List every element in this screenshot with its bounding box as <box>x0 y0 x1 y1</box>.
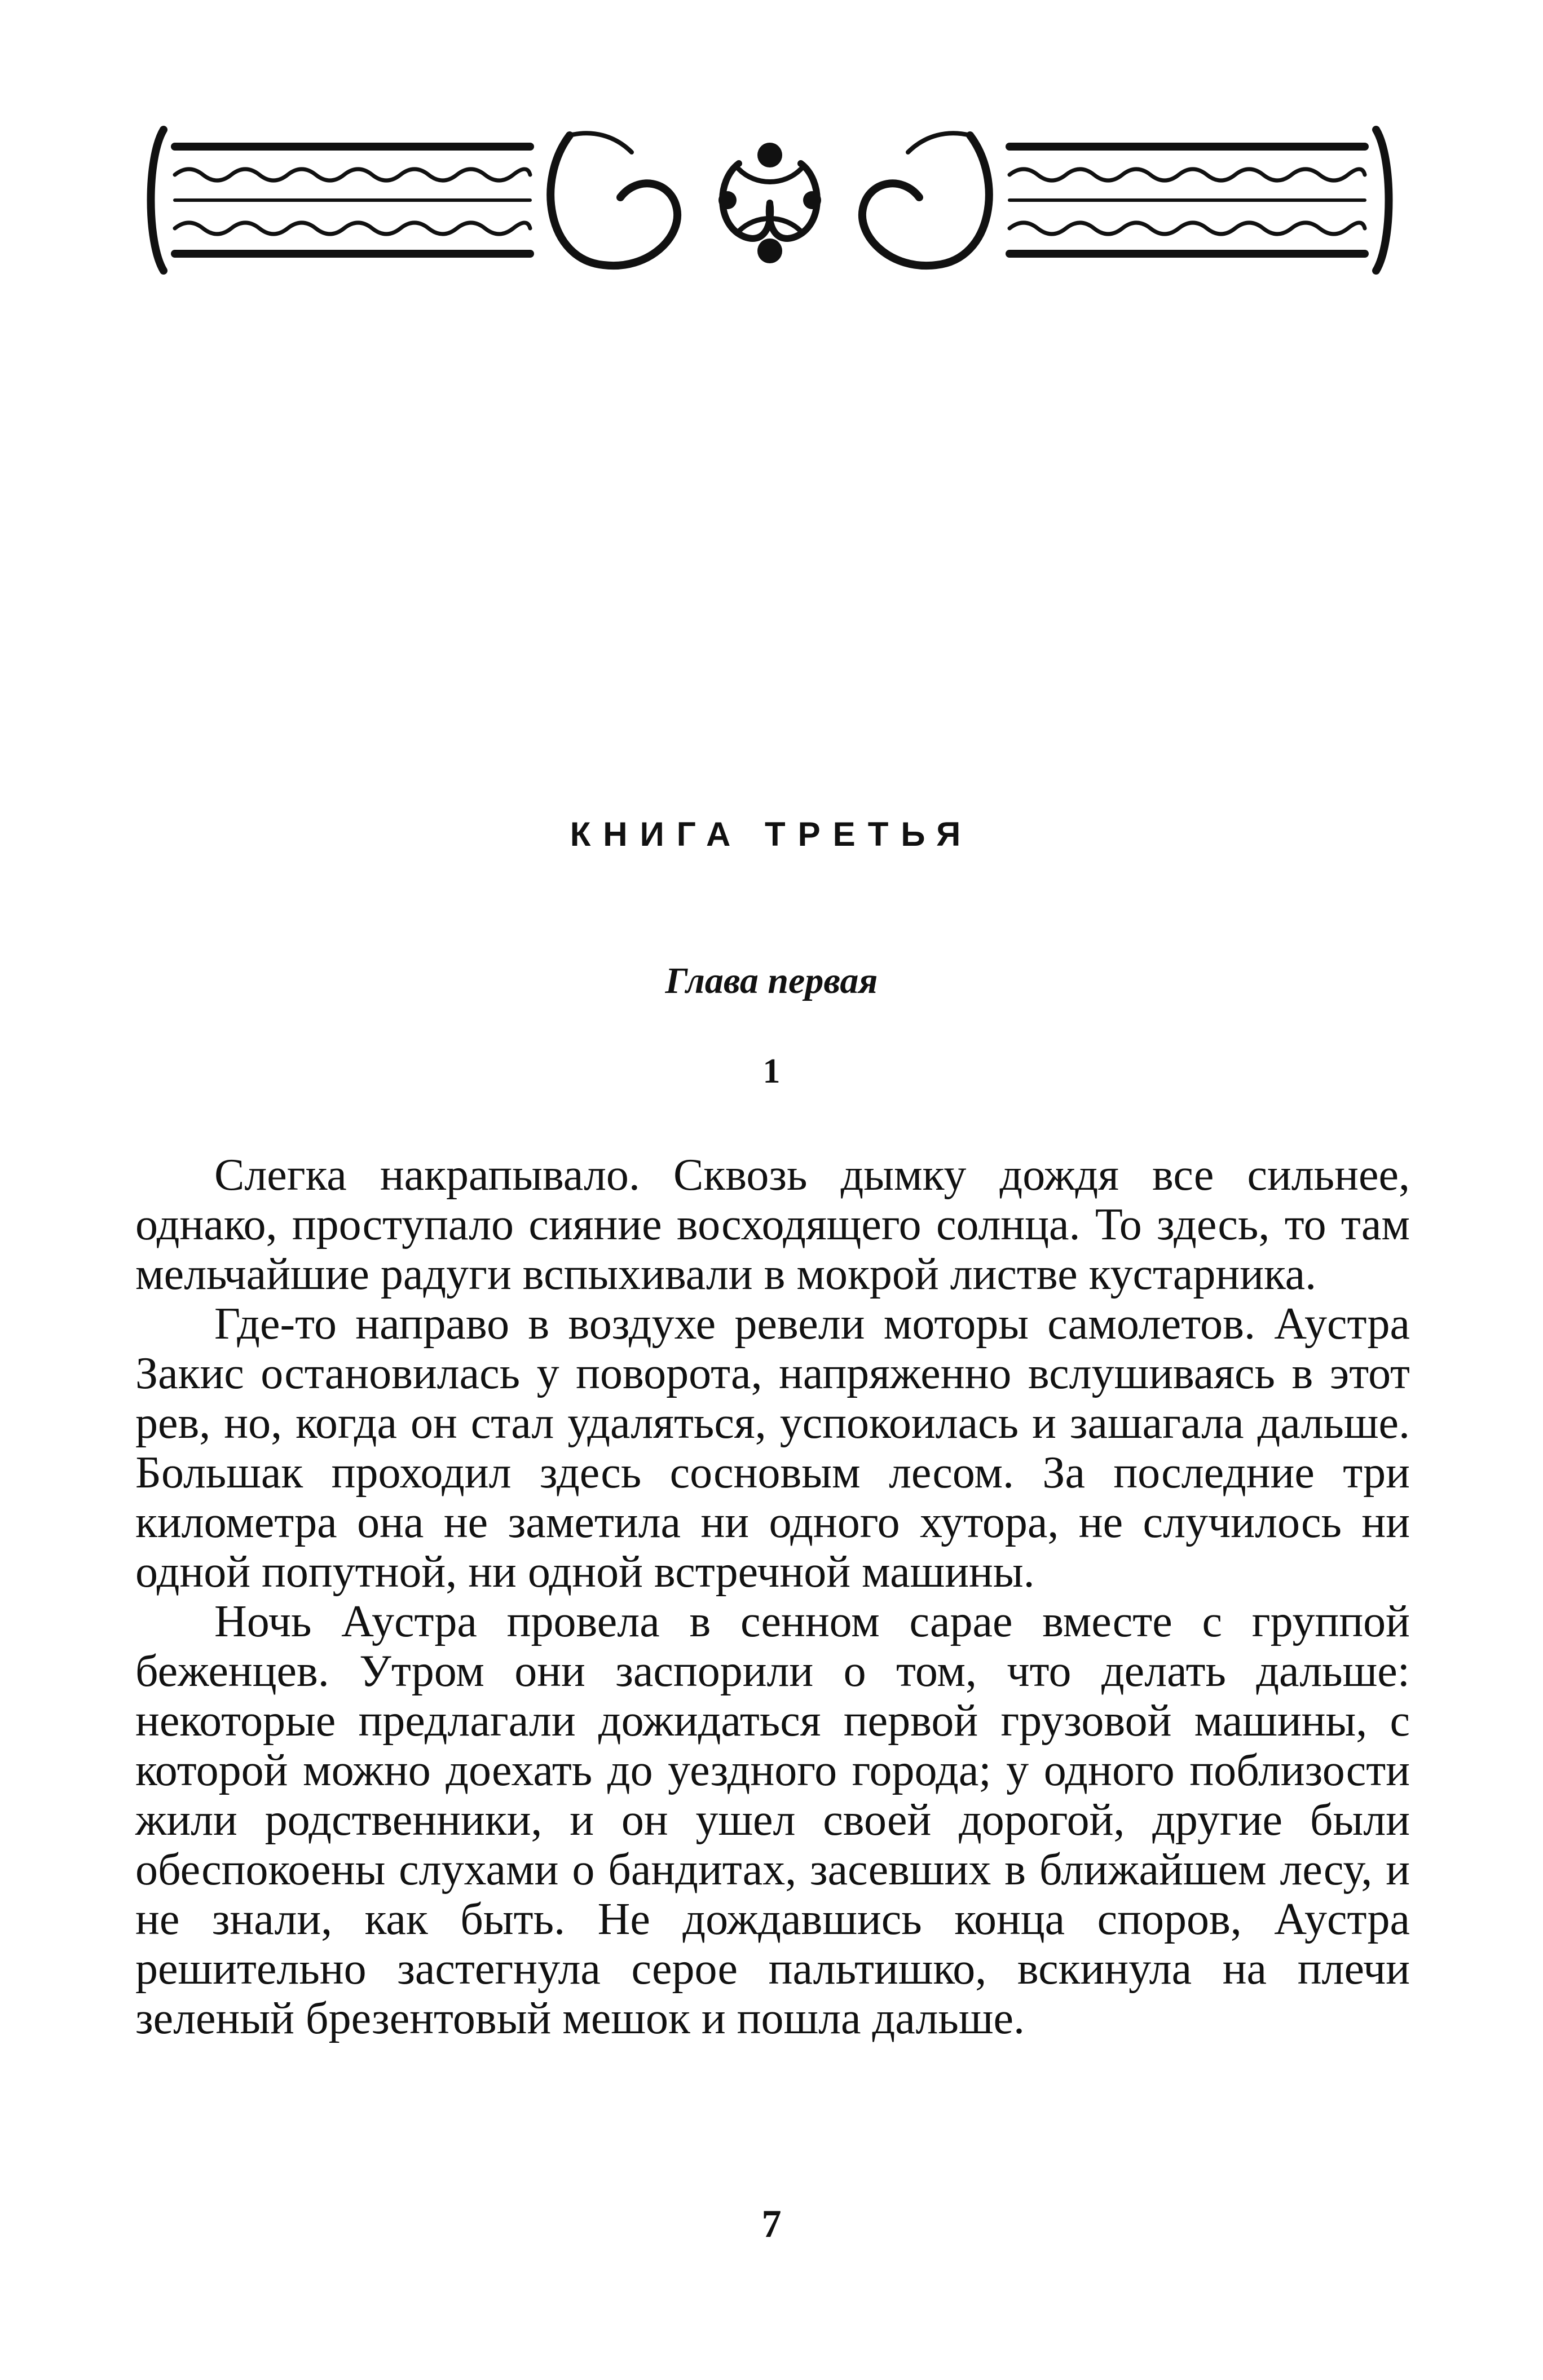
page-number: 7 <box>761 2202 782 2246</box>
paragraph: Ночь Аустра провела в сенном сарае вместе с группой беженцев. Утром они заспорили о том, что делать дальше: некоторые предлагали дожидаться первой грузовой машины, с которой можно доехать до уездного города; у одного поблизости жили родственники, и он ушел своей дорогой, другие были обеспокоены слухами о бандитах, засевших в ближайшем лесу, и не знали, как быть. Не дождавшись конца споров, Аустра решительно застегнула серое пальтишко, вскинула на плечи зеленый брезентовый мешок и пошла дальше. <box>135 1597 1410 2043</box>
decorative-header-ornament <box>141 113 1399 288</box>
body-text <box>135 1150 1410 2043</box>
section-number: 1 <box>762 1052 781 1090</box>
paragraph: Слегка накрапывало. Сквозь дымку дождя все сильнее, однако, проступало сияние восходящего солнца. То здесь, то там мельчайшие радуги вспыхивали в мокрой листве кустарника. <box>135 1150 1410 1299</box>
book-title: КНИГА ТРЕТЬЯ <box>570 815 973 853</box>
chapter-title: Глава первая <box>665 960 878 1001</box>
paragraph: Где-то направо в воздухе ревели моторы самолетов. Аустра Закис остановилась у поворота, напряженно вслушиваясь в этот рев, но, когда он стал удаляться, успокоилась и зашагала дальше. Большак проходил здесь сосновым лесом. За последние три километра она не заметила ни одного хутора, не случилось ни одной попутной, ни одной встречной машины. <box>135 1299 1410 1597</box>
